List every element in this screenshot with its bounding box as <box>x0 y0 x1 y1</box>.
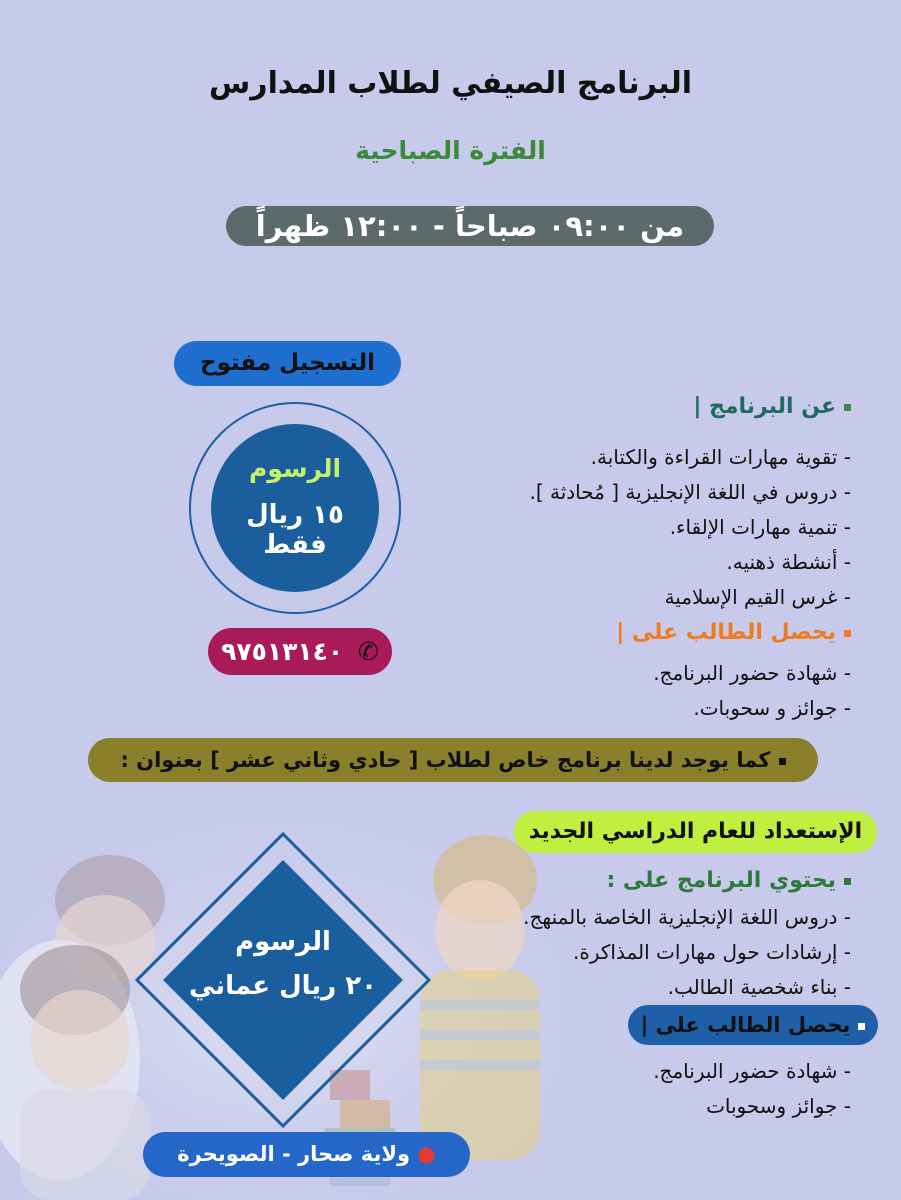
registration-open-badge: التسجيل مفتوح <box>174 341 401 386</box>
list-item: - دروس في اللغة الإنجليزية [ مُحادثة ]. <box>529 480 851 504</box>
list-item: - جوائز وسحوبات <box>706 1094 851 1118</box>
list-item: - شهادة حضور البرنامج. <box>653 1059 851 1083</box>
list-item: - غرس القيم الإسلامية <box>664 585 851 609</box>
phone-number: ٩٧٥١٣١٤٠ <box>221 637 344 666</box>
list-item: - بناء شخصية الطالب. <box>667 975 851 999</box>
list-item: - تقوية مهارات القراءة والكتابة. <box>590 445 851 469</box>
location-badge <box>143 1132 470 1177</box>
list-item: - شهادة حضور البرنامج. <box>653 661 851 685</box>
phone-icon: ✆ <box>357 637 379 666</box>
bullet-square-icon <box>844 878 851 885</box>
program-contains-heading: يحتوي البرنامج على : <box>606 868 851 893</box>
bullet-square-icon <box>858 1023 865 1030</box>
fee-value-2: ٢٠ ريال عماني <box>189 971 377 1001</box>
phone-badge[interactable] <box>208 628 392 675</box>
program-contains-list <box>523 900 851 1005</box>
bullet-square-icon <box>844 630 851 637</box>
bullet-square-icon <box>844 404 851 411</box>
fee-circle <box>211 424 379 592</box>
list-item: - دروس اللغة الإنجليزية الخاصة بالمنهج. <box>523 905 851 929</box>
fee-label: الرسوم <box>248 454 342 483</box>
fee-value: ١٥ ريال فقط <box>246 500 344 560</box>
time-badge: من ٠٩:٠٠ صباحاً - ١٢:٠٠ ظهراً <box>226 206 714 246</box>
location-text: ولاية صحار - الصويحرة <box>177 1142 411 1166</box>
page-title: البرنامج الصيفي لطلاب المدارس <box>208 66 693 101</box>
map-pin-icon: ● <box>417 1142 436 1166</box>
bullet-square-icon <box>779 758 786 765</box>
list-item: - أنشطة ذهنيه. <box>726 550 851 574</box>
student-gets-list-1 <box>653 656 851 726</box>
about-list <box>529 440 851 615</box>
student-gets-list-2 <box>653 1054 851 1124</box>
fee-label-2: الرسوم <box>235 927 331 957</box>
student-gets-heading-2: يحصل الطالب على | <box>628 1005 878 1045</box>
special-program-banner: كما يوجد لدينا برنامج خاص لطلاب [ حادي وثاني عشر ] بعنوان : <box>88 738 818 782</box>
list-item: - جوائز و سحوبات. <box>693 696 851 720</box>
fee-diamond-text <box>133 920 433 1008</box>
list-item: - إرشادات حول مهارات المذاكرة. <box>573 940 851 964</box>
list-item: - تنمية مهارات الإلقاء. <box>669 515 851 539</box>
prep-program-title: الإستعداد للعام الدراسي الجديد <box>514 811 877 853</box>
student-gets-heading-1: يحصل الطالب على | <box>616 620 851 645</box>
about-heading: عن البرنامج | <box>693 394 851 419</box>
session-subtitle: الفترة الصباحية <box>355 136 546 165</box>
